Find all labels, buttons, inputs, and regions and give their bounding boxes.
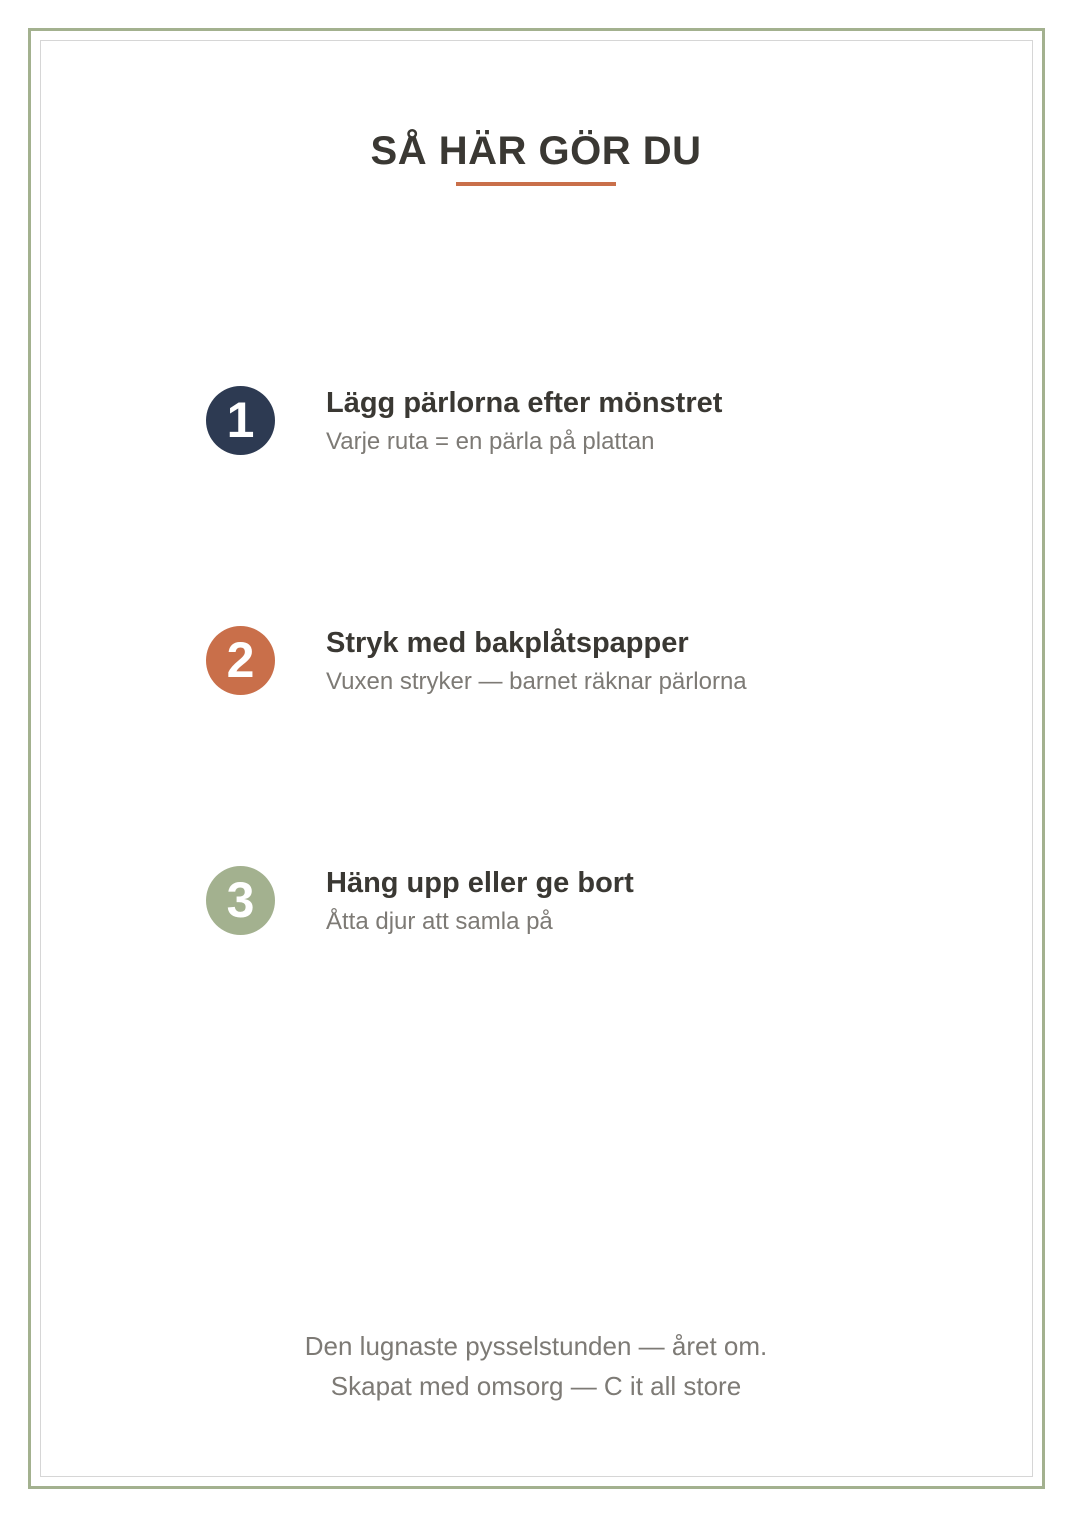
step-number-badge: 3 (206, 866, 275, 935)
step-heading: Lägg pärlorna efter mönstret (326, 387, 723, 419)
page-title: SÅ HÄR GÖR DU (370, 129, 702, 173)
footer-credit: Skapat med omsorg — C it all store (330, 1371, 742, 1401)
footer-tagline: Den lugnaste pysselstunden — året om. (304, 1331, 768, 1361)
step-number-badge: 1 (206, 386, 275, 455)
inner-frame-border (40, 40, 1033, 1477)
step-3 (206, 866, 906, 936)
step-subtext: Åtta djur att samla på (326, 908, 553, 935)
step-heading: Stryk med bakplåtspapper (326, 627, 689, 659)
step-number-badge: 2 (206, 626, 275, 695)
step-subtext: Vuxen stryker — barnet räknar pärlorna (326, 668, 747, 695)
title-underline (456, 182, 616, 186)
step-heading: Häng upp eller ge bort (326, 867, 634, 899)
step-1 (206, 386, 906, 456)
step-2 (206, 626, 906, 696)
step-subtext: Varje ruta = en pärla på plattan (326, 428, 655, 455)
